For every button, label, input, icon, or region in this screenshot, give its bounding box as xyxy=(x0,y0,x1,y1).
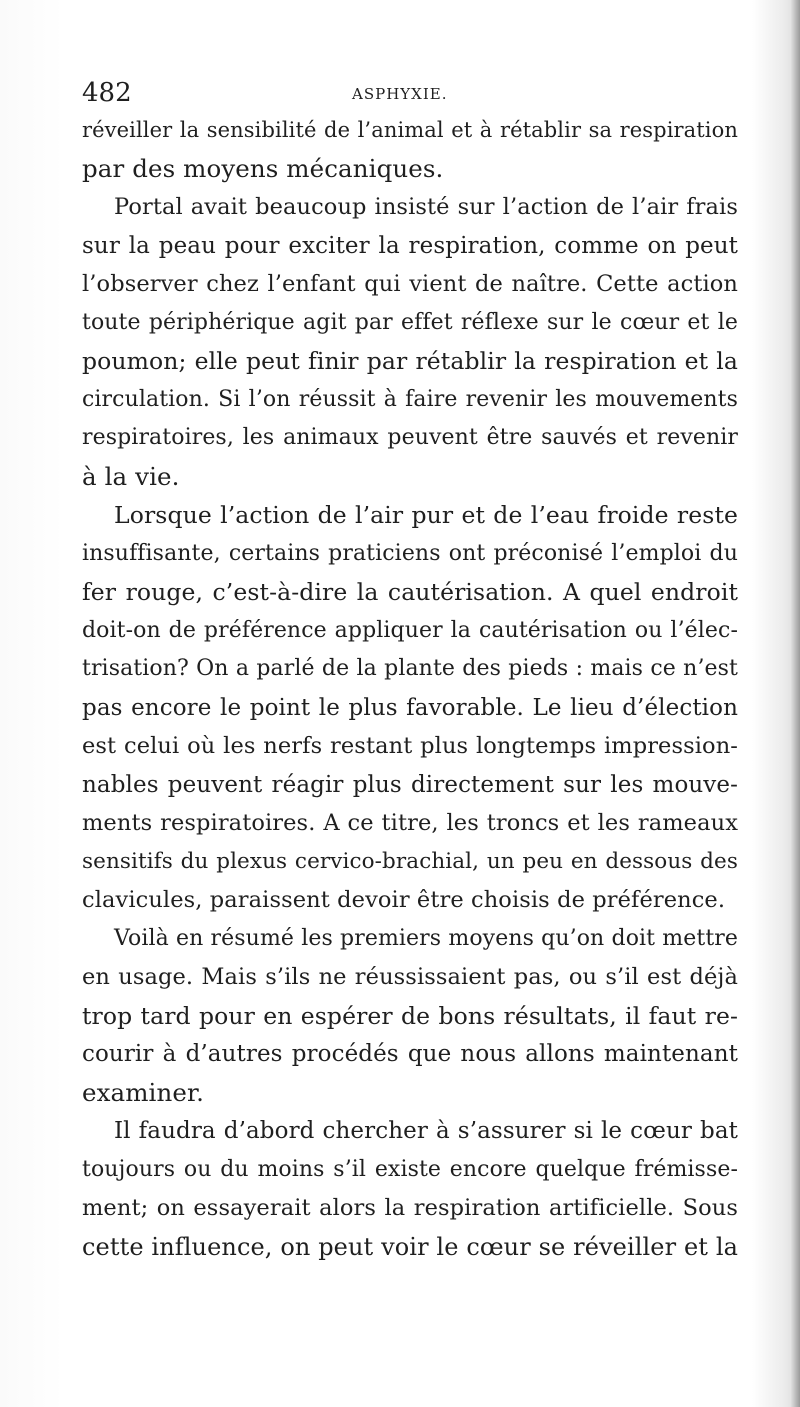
text-line: Portal avait beaucoup insisté sur l’action de l’air frais xyxy=(114,194,738,220)
text-line: clavicules, paraissent devoir être choisis de préférence. xyxy=(82,887,726,913)
running-head xyxy=(82,76,742,110)
running-title: ASPHYXIE. xyxy=(352,85,448,103)
page-number: 482 xyxy=(82,78,132,108)
text-line: à la vie. xyxy=(82,461,180,491)
text-line: sensitifs du plexus cervico-brachial, un peu en dessous des xyxy=(82,848,738,874)
text-line: ment; on essayerait alors la respiration artificielle. Sous xyxy=(82,1195,738,1221)
text-line: nables peuvent réagir plus directement sur les mouve- xyxy=(82,771,738,798)
text-line: trop tard pour en espérer de bons résultats, il faut re- xyxy=(82,1001,738,1030)
text-line: insuffisante, certains praticiens ont préconisé l’emploi du xyxy=(82,540,738,566)
text-line: pas encore le point le plus favorable. Le lieu d’élection xyxy=(82,694,738,721)
text-line: courir à d’autres procédés que nous allons maintenant xyxy=(82,1041,738,1067)
text-line: réveiller la sensibilité de l’animal et à rétablir sa respiration xyxy=(82,118,738,142)
text-line: circulation. Si l’on réussit à faire revenir les mouvements xyxy=(82,386,738,412)
text-line: cette influence, on peut voir le cœur se réveiller et la xyxy=(82,1232,738,1261)
text-line: l’observer chez l’enfant qui vient de naître. Cette action xyxy=(82,271,738,297)
text-line: examiner. xyxy=(82,1077,204,1107)
text-line: Il faudra d’abord chercher à s’assurer si le cœur bat xyxy=(114,1118,738,1144)
text-line: toujours ou du moins s’il existe encore quelque frémisse- xyxy=(82,1156,738,1182)
page-edge-shadow xyxy=(790,0,800,1407)
text-line: ments respiratoires. A ce titre, les troncs et les rameaux xyxy=(82,810,738,836)
text-line: Voilà en résumé les premiers moyens qu’on doit mettre xyxy=(114,925,738,951)
body-text xyxy=(82,111,738,1266)
text-line: Lorsque l’action de l’air pur et de l’eau froide reste xyxy=(114,501,738,529)
text-line: toute périphérique agit par effet réflexe sur le cœur et le xyxy=(82,309,738,335)
text-line: par des moyens mécaniques. xyxy=(82,153,444,183)
text-line: fer rouge, c’est-à-dire la cautérisation. A quel endroit xyxy=(82,578,738,606)
text-line: en usage. Mais s’ils ne réussissaient pas, ou s’il est déjà xyxy=(82,964,738,990)
text-line: respiratoires, les animaux peuvent être sauvés et revenir xyxy=(82,425,738,450)
text-line: trisation? On a parlé de la plante des pieds : mais ce n’est xyxy=(82,656,738,681)
text-line: est celui où les nerfs restant plus longtemps impression- xyxy=(82,733,738,759)
text-line: sur la peau pour exciter la respiration, comme on peut xyxy=(82,232,738,259)
text-line: doit-on de préférence appliquer la cautérisation ou l’élec- xyxy=(82,617,738,643)
text-line: poumon; elle peut finir par rétablir la respiration et la xyxy=(82,347,738,375)
